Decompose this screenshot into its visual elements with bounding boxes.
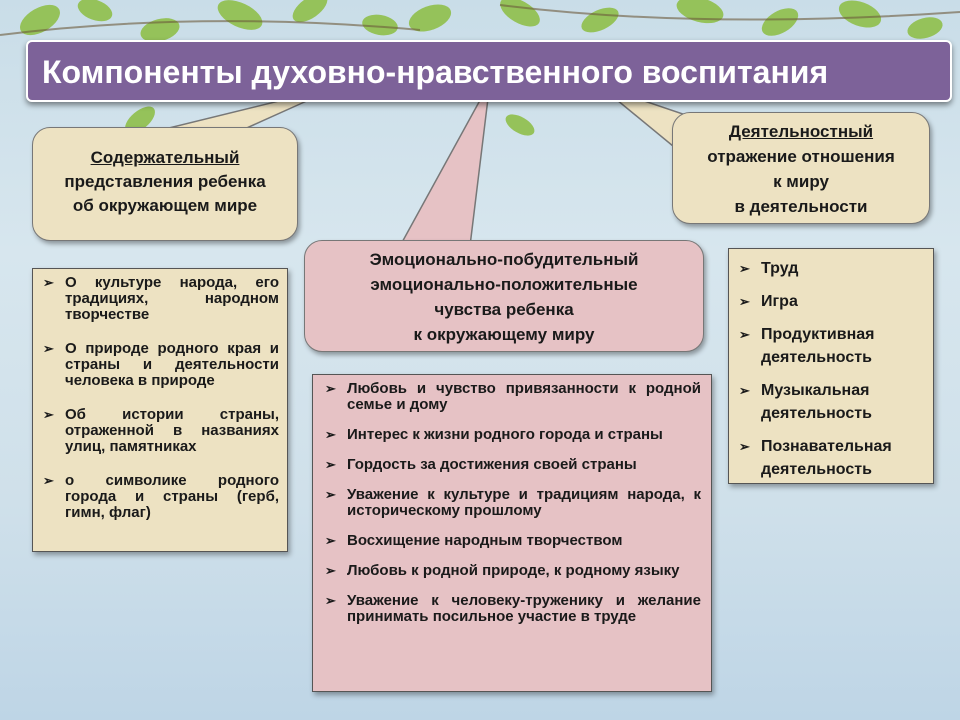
check-arrow-icon: ➢	[325, 563, 336, 578]
check-arrow-icon: ➢	[739, 383, 750, 398]
check-arrow-icon: ➢	[739, 327, 750, 342]
check-arrow-icon: ➢	[43, 341, 54, 356]
emotional-component-text-1: эмоционально-положительные	[370, 275, 638, 294]
list-item: ➢ Интерес к жизни родного города и страны	[325, 426, 663, 443]
check-arrow-icon: ➢	[325, 457, 336, 472]
list-item: ➢ Любовь и чувство привязанности к родной семье и дому	[325, 380, 701, 413]
content-component-bubble	[32, 127, 298, 241]
list-item: ➢ Продуктивная деятельность	[735, 323, 927, 369]
content-component-text-1: представления ребенка	[64, 172, 266, 191]
activity-component-heading: Деятельностный	[728, 122, 874, 141]
list-item: ➢ Музыкальная деятельность	[735, 379, 927, 425]
list-item: ➢ Уважение к культуре и традициям народа, к историческому прошлому	[325, 486, 701, 519]
list-item: ➢ Познавательная деятельность	[735, 435, 927, 481]
activity-component-bubble	[672, 112, 930, 224]
list-item: ➢ Игра	[735, 290, 927, 313]
list-item: ➢ О природе родного края и страны и деятельности человека в природе	[43, 340, 279, 389]
list-item: ➢ Гордость за достижения своей страны	[325, 456, 637, 473]
list-item: ➢ о символике родного города и страны (герб, гимн, флаг)	[43, 472, 279, 521]
activity-component-text-1: отражение отношения	[707, 147, 895, 166]
check-arrow-icon: ➢	[43, 275, 54, 290]
list-item: ➢ О культуре народа, его традициях, народном творчестве	[43, 274, 279, 323]
check-arrow-icon: ➢	[325, 381, 336, 396]
check-arrow-icon: ➢	[325, 593, 336, 608]
check-arrow-icon: ➢	[43, 473, 54, 488]
check-arrow-icon: ➢	[325, 427, 336, 442]
check-arrow-icon: ➢	[325, 487, 336, 502]
activity-component-text-3: в деятельности	[734, 197, 868, 216]
check-arrow-icon: ➢	[739, 294, 750, 309]
activity-items-box	[728, 248, 934, 484]
list-item: ➢ Уважение к человеку-труженику и желание принимать посильное участие в труде	[325, 592, 701, 625]
check-arrow-icon: ➢	[739, 261, 750, 276]
list-item: ➢ Об истории страны, отраженной в названиях улиц, памятниках	[43, 406, 279, 455]
page-title: Компоненты духовно-нравственного воспитания	[26, 40, 952, 102]
content-items-box	[32, 268, 288, 552]
check-arrow-icon: ➢	[325, 533, 336, 548]
content-component-text-2: об окружающем мире	[72, 196, 258, 215]
list-item: ➢ Труд	[735, 257, 927, 280]
emotional-component-text-2: чувства ребенка	[434, 300, 574, 319]
emotional-component-heading: Эмоционально-побудительный	[369, 250, 639, 269]
check-arrow-icon: ➢	[43, 407, 54, 422]
content-component-heading: Содержательный	[90, 148, 240, 167]
list-item: ➢ Любовь к родной природе, к родному языку	[325, 562, 680, 579]
check-arrow-icon: ➢	[739, 439, 750, 454]
list-item: ➢ Восхищение народным творчеством	[325, 532, 623, 549]
emotional-component-bubble	[304, 240, 704, 352]
emotional-items-box	[312, 374, 712, 692]
emotional-component-text-3: к окружающему миру	[413, 325, 595, 344]
activity-component-text-2: к миру	[773, 172, 829, 191]
